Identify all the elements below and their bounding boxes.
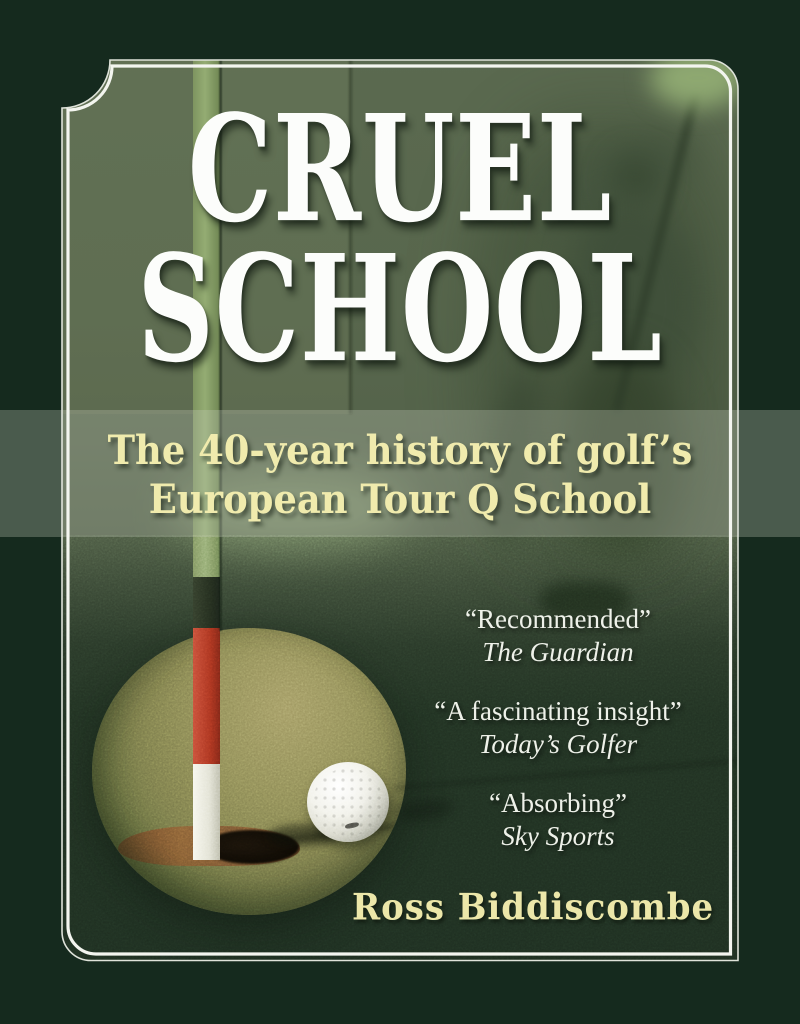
book-subtitle <box>0 424 800 522</box>
author-name: Ross Biddiscombe <box>351 886 715 929</box>
review-source: The Guardian <box>482 637 634 667</box>
flagstick-dark-segment <box>193 577 220 631</box>
hole-photo-circle <box>92 628 406 915</box>
subtitle-line2: European Tour Q School <box>148 475 652 523</box>
flagstick-red-segment <box>193 628 220 764</box>
ball-shadow <box>268 824 340 846</box>
book-title <box>0 82 800 396</box>
review-quote: “Absorbing” <box>489 788 627 818</box>
review-quote: “A fascinating insight” <box>434 696 682 726</box>
flagstick-white-segment <box>193 764 220 860</box>
review-item <box>372 787 744 853</box>
review-source: Today’s Golfer <box>478 729 638 759</box>
review-quote: “Recommended” <box>465 604 651 634</box>
review-item <box>372 603 744 669</box>
title-line1: CRUEL <box>187 82 613 256</box>
title-line2: SCHOOL <box>137 222 663 396</box>
review-item <box>372 695 744 761</box>
press-reviews <box>372 603 744 879</box>
subtitle-line1: The 40-year history of golf’s <box>107 426 693 474</box>
review-source: Sky Sports <box>501 821 615 851</box>
ball-logo <box>344 821 359 829</box>
